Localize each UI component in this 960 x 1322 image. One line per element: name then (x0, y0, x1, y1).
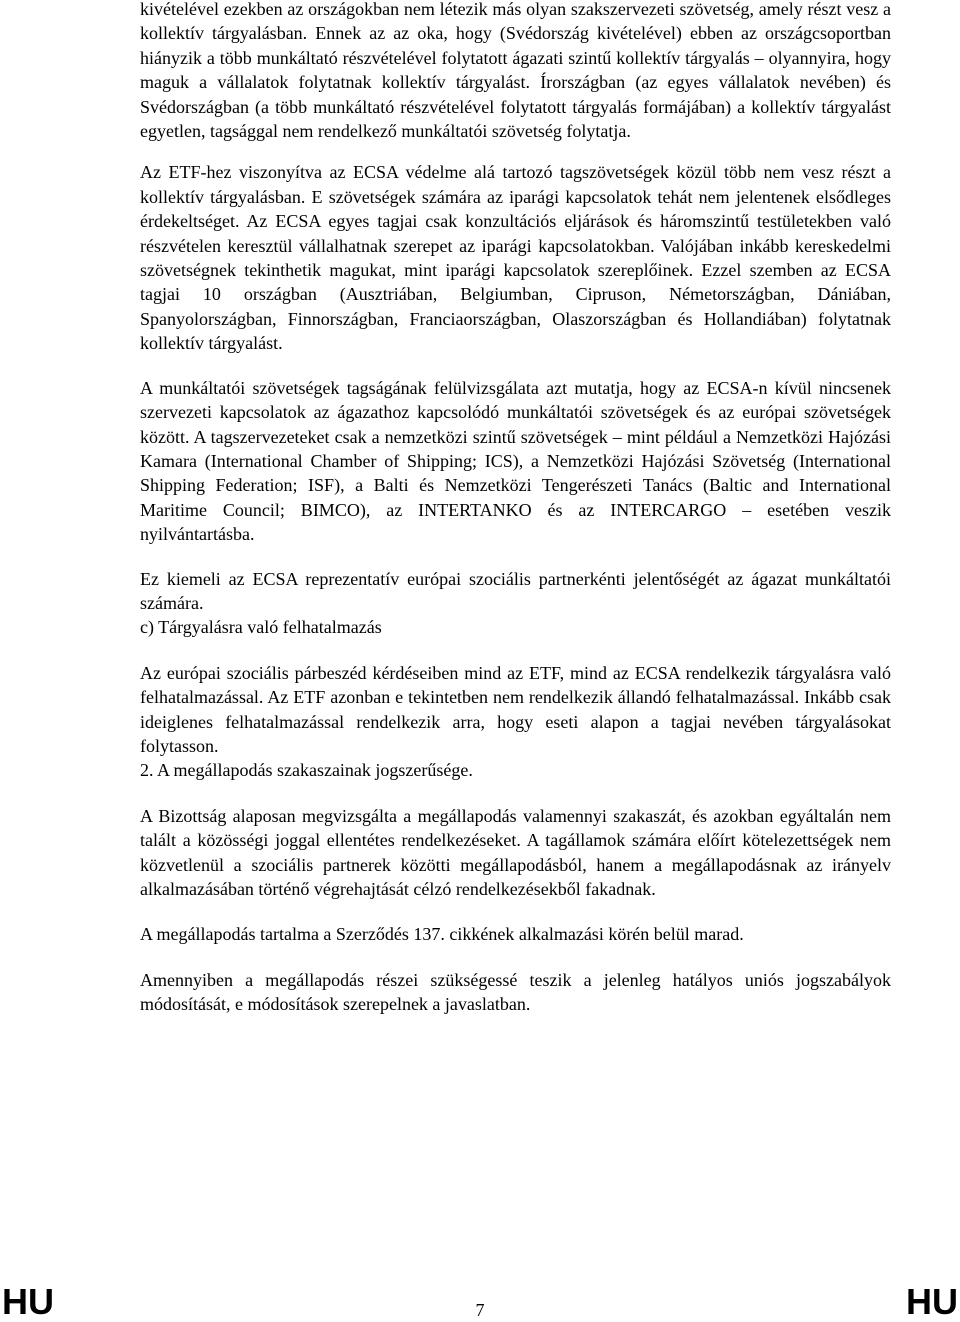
document-body (140, 0, 891, 1017)
section-heading-mandate: c) Tárgyalásra való felhatalmazás (140, 617, 382, 638)
paragraph-mandate: Az európai szociális párbeszéd kérdéseiben mind az ETF, mind az ECSA rendelkezik tárgyalásra való felhatalmazással. Az ETF azonban e tekintetben nem rendelkezik állandó felhatalmazással. Inkább csak ideiglenes felhatalmazással rendelkezik arra, hogy eseti alapon a tagjai nevében tárgyalásokat folytasson. (140, 662, 891, 756)
paragraph-ecsa-importance: Ez kiemeli az ECSA reprezentatív európai szociális partnerkénti jelentőségét az ágazat munkáltatói számára. (140, 568, 891, 613)
paragraph-ecsa-members: Az ETF-hez viszonyítva az ECSA védelme alá tartozó tagszövetségek közül több nem vesz részt a kollektív tárgyalásban. E szövetségek számára az iparági kapcsolatok tehát nem jelentenek elsődleges érdekeltséget. Az ECSA egyes tagjai csak konzultációs eljárások és háromszintű testületekben való részvételen keresztül vállalhatnak szerepet az iparági kapcsolatokban. Valójában inkább kereskedelmi szövetségnek tekinthetik magukat, mint iparági kapcsolatok szereplőinek. Ezzel szemben az ECSA tagjai 10 országban (Ausztriában, Belgiumban, Cipruson, Németországban, Dániában, Spanyolországban, Finnországban, Franciaországban, Olaszországban és Hollandiában) folytatnak kollektív tárgyalást. (140, 162, 891, 354)
page-number: 7 (475, 1300, 485, 1320)
section-heading-legality: 2. A megállapodás szakaszainak jogszerűsége. (140, 760, 473, 781)
paragraph-employer-membership: A munkáltatói szövetségek tagságának felülvizsgálata azt mutatja, hogy az ECSA-n kívül nincsenek szervezeti kapcsolatok az ágazathoz kapcsolódó munkáltatói szövetségek és az európai szövetségek között. A tagszervezeteket csak a nemzetközi szintű szövetségek – mint például a Nemzetközi Hajózási Kamara (International Chamber of Shipping; ICS), a Nemzetközi Hajózási Szövetség (International Shipping Federation; ISF), a Balti és Nemzetközi Tengerészeti Tanács (Baltic and International Maritime Council; BIMCO), az INTERTANKO és az INTERCARGO – esetében veszik nyilvántartásba. (140, 377, 891, 545)
footer-language-right: HU (906, 1281, 958, 1322)
paragraph-legal-amendments: Amennyiben a megállapodás részei szükségessé teszik a jelenleg hatályos uniós jogszabályok módosítását, e módosítások szerepelnek a javaslatban. (140, 969, 891, 1015)
paragraph-treaty-scope: A megállapodás tartalma a Szerződés 137. cikkének alkalmazási körén belül marad. (140, 924, 744, 945)
footer-language-left: HU (2, 1281, 54, 1322)
paragraph-national-negotiations: kivételével ezekben az országokban nem létezik más olyan szakszervezeti szövetség, amely részt vesz a kollektív tárgyalásban. Ennek az az oka, hogy (Svédország kivételével) ebben az országcsoportban hiányzik a több munkáltató részvételével folytatott ágazati szintű kollektív tárgyalás – olyannyira, hogy maguk a vállalatok folytatnak kollektív tárgyalást. Írországban (az egyes vállalatok nevében) és Svédországban (a több munkáltató részvételével folytatott tárgyalás formájában) a kollektív tárgyalást egyetlen, tagsággal nem rendelkező munkáltatói szövetség folytatja. (140, 0, 891, 142)
paragraph-commission-review: A Bizottság alaposan megvizsgálta a megállapodás valamennyi szakaszát, és azokban egyáltalán nem talált a közösségi joggal ellentétes rendelkezéseket. A tagállamok számára előírt kötelezettségek nem közvetlenül a szociális partnerek közötti megállapodásból, hanem a megállapodásnak az irányelv alkalmazásában történő végrehajtását célzó rendelkezésekből fakadnak. (140, 805, 891, 899)
